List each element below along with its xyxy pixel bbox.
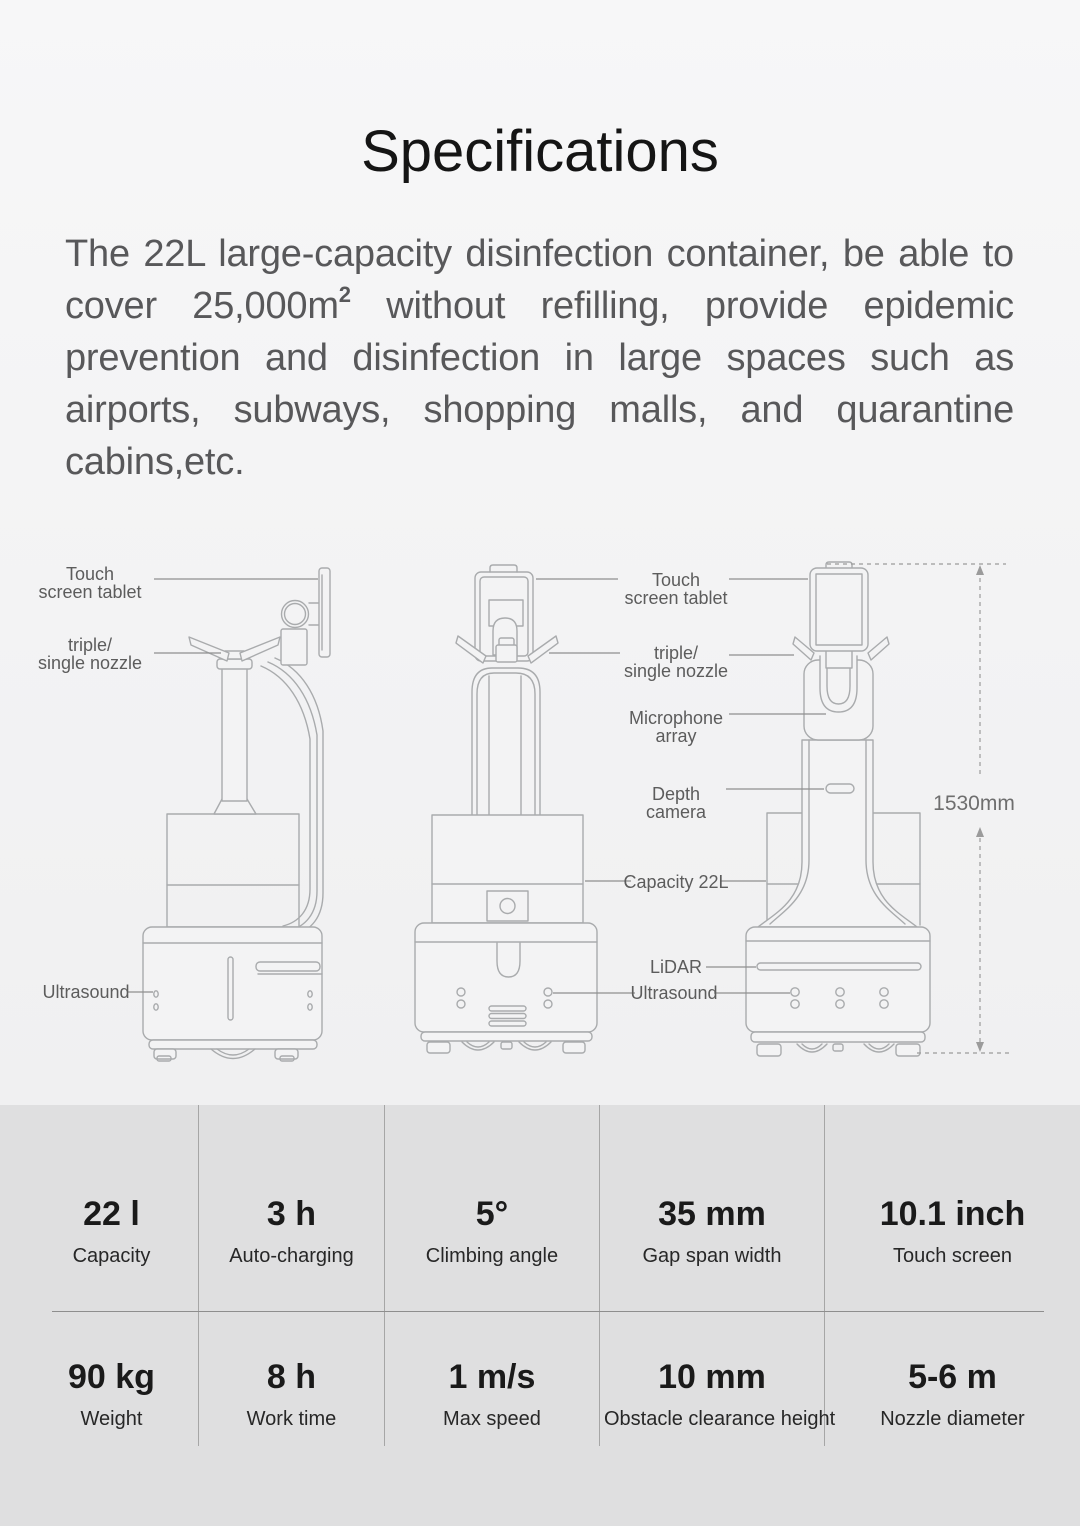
robot-front-view-drawing	[415, 565, 597, 1053]
spec-label: Auto-charging	[229, 1245, 354, 1267]
spec-label: Touch screen	[892, 1245, 1012, 1267]
spec-cell-nozzle-diameter	[825, 1312, 1080, 1446]
robot-side-view-drawing	[143, 568, 330, 1061]
spec-value: 5-6 m	[908, 1358, 997, 1396]
spec-label: Gap span width	[642, 1245, 782, 1267]
side-label-touch-line1: Touch	[65, 564, 115, 584]
spec-value: 90 kg	[68, 1358, 155, 1396]
spec-label: Work time	[246, 1408, 337, 1430]
spec-value: 1 m/s	[448, 1358, 536, 1396]
spec-cell-auto-charging	[199, 1105, 385, 1311]
spec-cell-touch-screen	[825, 1105, 1080, 1311]
label-nozzle-line2: single nozzle	[623, 661, 729, 681]
spec-cell-obstacle-clearance	[600, 1312, 836, 1446]
side-label-nozzle-line2: single nozzle	[37, 653, 143, 673]
specs-section	[0, 1105, 1080, 1526]
specs-row-2	[25, 1312, 1080, 1446]
spec-value: 10 mm	[658, 1358, 766, 1396]
label-microphone-line1: Microphone	[628, 708, 724, 728]
label-depth-line2: camera	[645, 802, 707, 822]
height-dimension-value: 1530mm	[933, 792, 1015, 815]
side-tablet-panel	[319, 568, 330, 657]
intro-text-part1: The 22L large-capacity disinfection container, be able to cover 25,000m	[65, 233, 1014, 327]
label-capacity: Capacity 22L	[623, 872, 729, 892]
robot-rear-view-drawing	[746, 562, 930, 1056]
spec-label: Climbing angle	[425, 1245, 559, 1267]
spec-label: Obstacle clearance height	[603, 1408, 836, 1430]
page-title: Specifications	[361, 119, 719, 184]
spec-cell-weight	[25, 1312, 199, 1446]
spec-cell-gap-span	[600, 1105, 825, 1311]
label-depth-line1: Depth	[651, 784, 701, 804]
spec-value: 10.1 inch	[879, 1195, 1026, 1233]
label-lidar: LiDAR	[649, 957, 703, 977]
robot-diagram	[0, 545, 1080, 1105]
spec-value: 35 mm	[658, 1195, 766, 1233]
label-microphone-line2: array	[655, 726, 697, 746]
spec-value: 8 h	[266, 1358, 317, 1396]
rear-tablet	[810, 568, 868, 651]
spec-value: 5°	[475, 1195, 509, 1233]
spec-label: Weight	[80, 1408, 143, 1430]
spec-label: Nozzle diameter	[880, 1408, 1025, 1430]
spec-value: 22 l	[83, 1195, 140, 1233]
side-label-touch-line2: screen tablet	[38, 582, 142, 602]
intro-text-part2: without refilling, provide epidemic prevention and disinfection in large spaces such as airports, subways, shopping malls, and quarantine cabins,etc.	[65, 285, 1014, 483]
label-ultrasound: Ultrasound	[630, 983, 718, 1003]
intro-paragraph	[65, 228, 1014, 488]
label-touch-line1: Touch	[651, 570, 701, 590]
side-label-nozzle-line1: triple/	[67, 635, 113, 655]
spec-label: Capacity	[72, 1245, 151, 1267]
side-label-ultrasound: Ultrasound	[42, 982, 130, 1002]
spec-cell-climbing-angle	[385, 1105, 600, 1311]
spec-cell-work-time	[199, 1312, 385, 1446]
spec-value: 3 h	[266, 1195, 317, 1233]
spec-cell-max-speed	[385, 1312, 600, 1446]
label-nozzle-line1: triple/	[653, 643, 699, 663]
spec-cell-capacity	[25, 1105, 199, 1311]
spec-label: Max speed	[443, 1408, 541, 1430]
label-touch-line2: screen tablet	[624, 588, 728, 608]
specs-row-1	[25, 1105, 1080, 1311]
squared-superscript: 2	[338, 282, 351, 308]
